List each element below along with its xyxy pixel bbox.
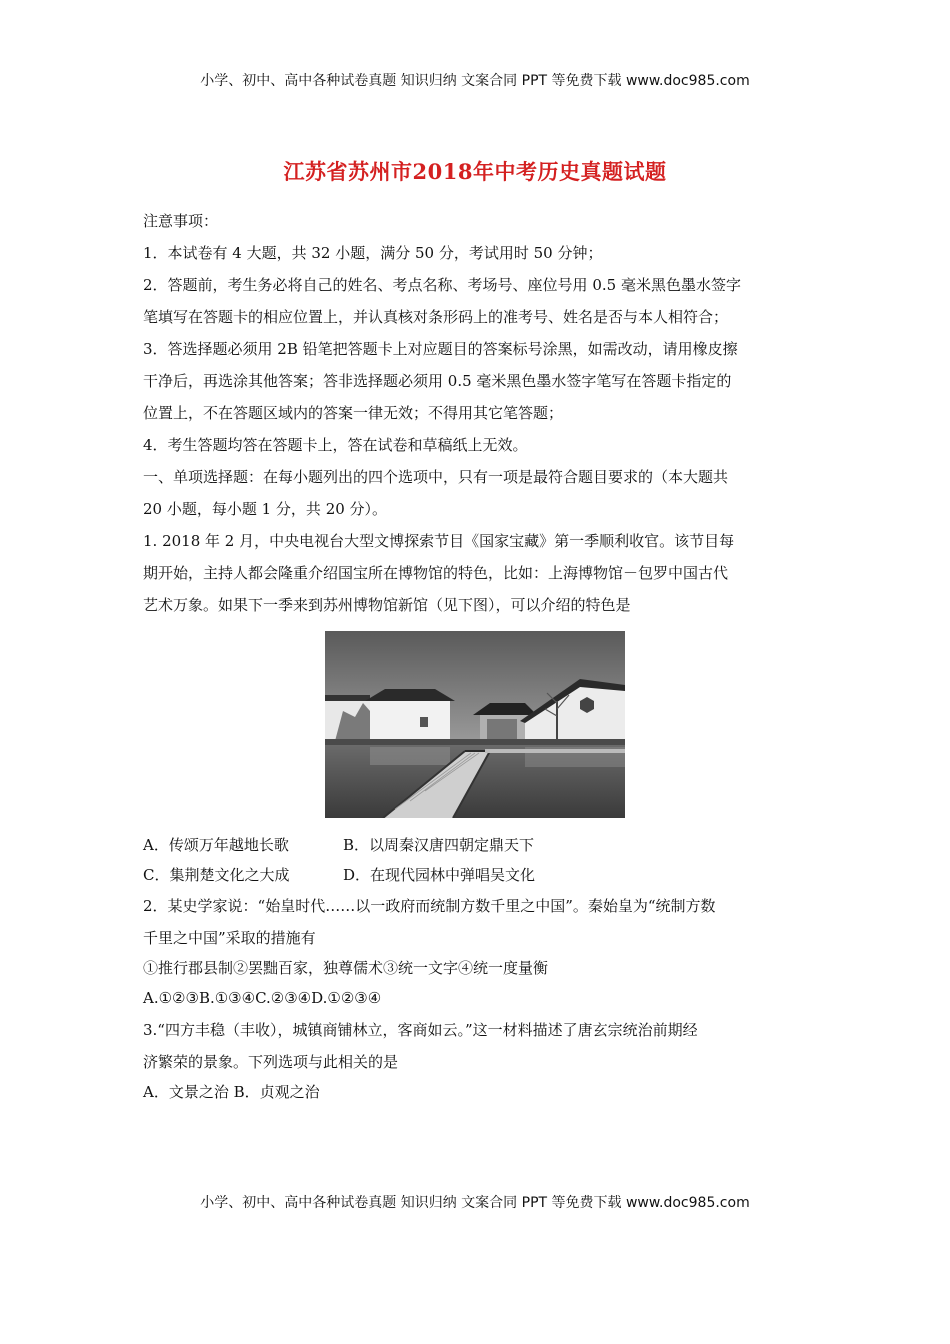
question-2-text: 2．某史学家说：“始皇时代……以一政府而统制方数千里之中国”。秦始皇为“统制方数 (143, 897, 716, 915)
question-3-text: 3.“四方丰稳（丰收），城镇商铺林立，客商如云。”这一材料描述了唐玄宗统治前期经 (143, 1021, 698, 1039)
exam-content (143, 205, 813, 1106)
note-line: 笔填写在答题卡的相应位置上，并认真核对条形码上的准考号、姓名是否与本人相符合； (143, 308, 729, 326)
suzhou-museum-photo (325, 631, 625, 818)
question-2-items: ①推行郡县制②罢黜百家，独尊儒术③统一文字④统一度量衡 (143, 959, 549, 977)
question-3-text: 济繁荣的景象。下列选项与此相关的是 (143, 1053, 399, 1071)
question-1-text: 艺术万象。如果下一季来到苏州博物馆新馆（见下图），可以介绍的特色是 (143, 596, 631, 614)
page-title: 江苏省苏州市2018年中考历史真题试题 (283, 159, 667, 184)
notes-heading: 注意事项： (143, 212, 219, 230)
question-1-text: 1. 2018 年 2 月，中央电视台大型文博探索节目《国家宝藏》第一季顺利收官。该节目每 (143, 532, 735, 550)
question-2-text: 千里之中国”采取的措施有 (143, 929, 316, 947)
note-line: 3．答选择题必须用 2B 铅笔把答题卡上对应题目的答案标号涂黑，如需改动，请用橡皮擦 (143, 340, 738, 358)
question-2-options: A.①②③B.①③④C.②③④D.①②③④ (143, 989, 382, 1007)
question-1-text: 期开始，主持人都会隆重介绍国宝所在博物馆的特色，比如：上海博物馆－包罗中国古代 (143, 564, 729, 582)
note-line: 位置上，不在答题区域内的答案一律无效；不得用其它笔答题； (143, 404, 564, 422)
question-1-options-row (143, 860, 813, 890)
note-line: 4．考生答题均答在答题卡上，答在试卷和草稿纸上无效。 (143, 436, 528, 454)
option-a: A．传颂万年越地长歌 (143, 836, 289, 854)
section-heading: 20 小题，每小题 1 分，共 20 分）。 (143, 500, 388, 518)
note-line: 干净后，再选涂其他答案；答非选择题必须用 0.5 毫米黑色墨水签字笔写在答题卡指定的 (143, 372, 732, 390)
note-line: 2．答题前，考生务必将自己的姓名、考点名称、考场号、座位号用 0.5 毫米黑色墨水签字 (143, 276, 741, 294)
question-3-options: A．文景之治 B．贞观之治 (143, 1083, 320, 1101)
option-d: D．在现代园林中弹唱吴文化 (343, 866, 536, 884)
question-1-options-row (143, 830, 813, 860)
option-b: B．以周秦汉唐四朝定鼎天下 (343, 836, 535, 854)
page-footer: 小学、初中、高中各种试卷真题 知识归纳 文案合同 PPT 等免费下载 www.doc985.com (200, 1195, 750, 1211)
option-c: C．集荆楚文化之大成 (143, 866, 290, 884)
page-header: 小学、初中、高中各种试卷真题 知识归纳 文案合同 PPT 等免费下载 www.doc985.com (200, 73, 750, 89)
section-heading: 一、单项选择题：在每小题列出的四个选项中，只有一项是最符合题目要求的（本大题共 (143, 468, 729, 486)
note-line: 1．本试卷有 4 大题，共 32 小题，满分 50 分，考试用时 50 分钟； (143, 244, 603, 262)
